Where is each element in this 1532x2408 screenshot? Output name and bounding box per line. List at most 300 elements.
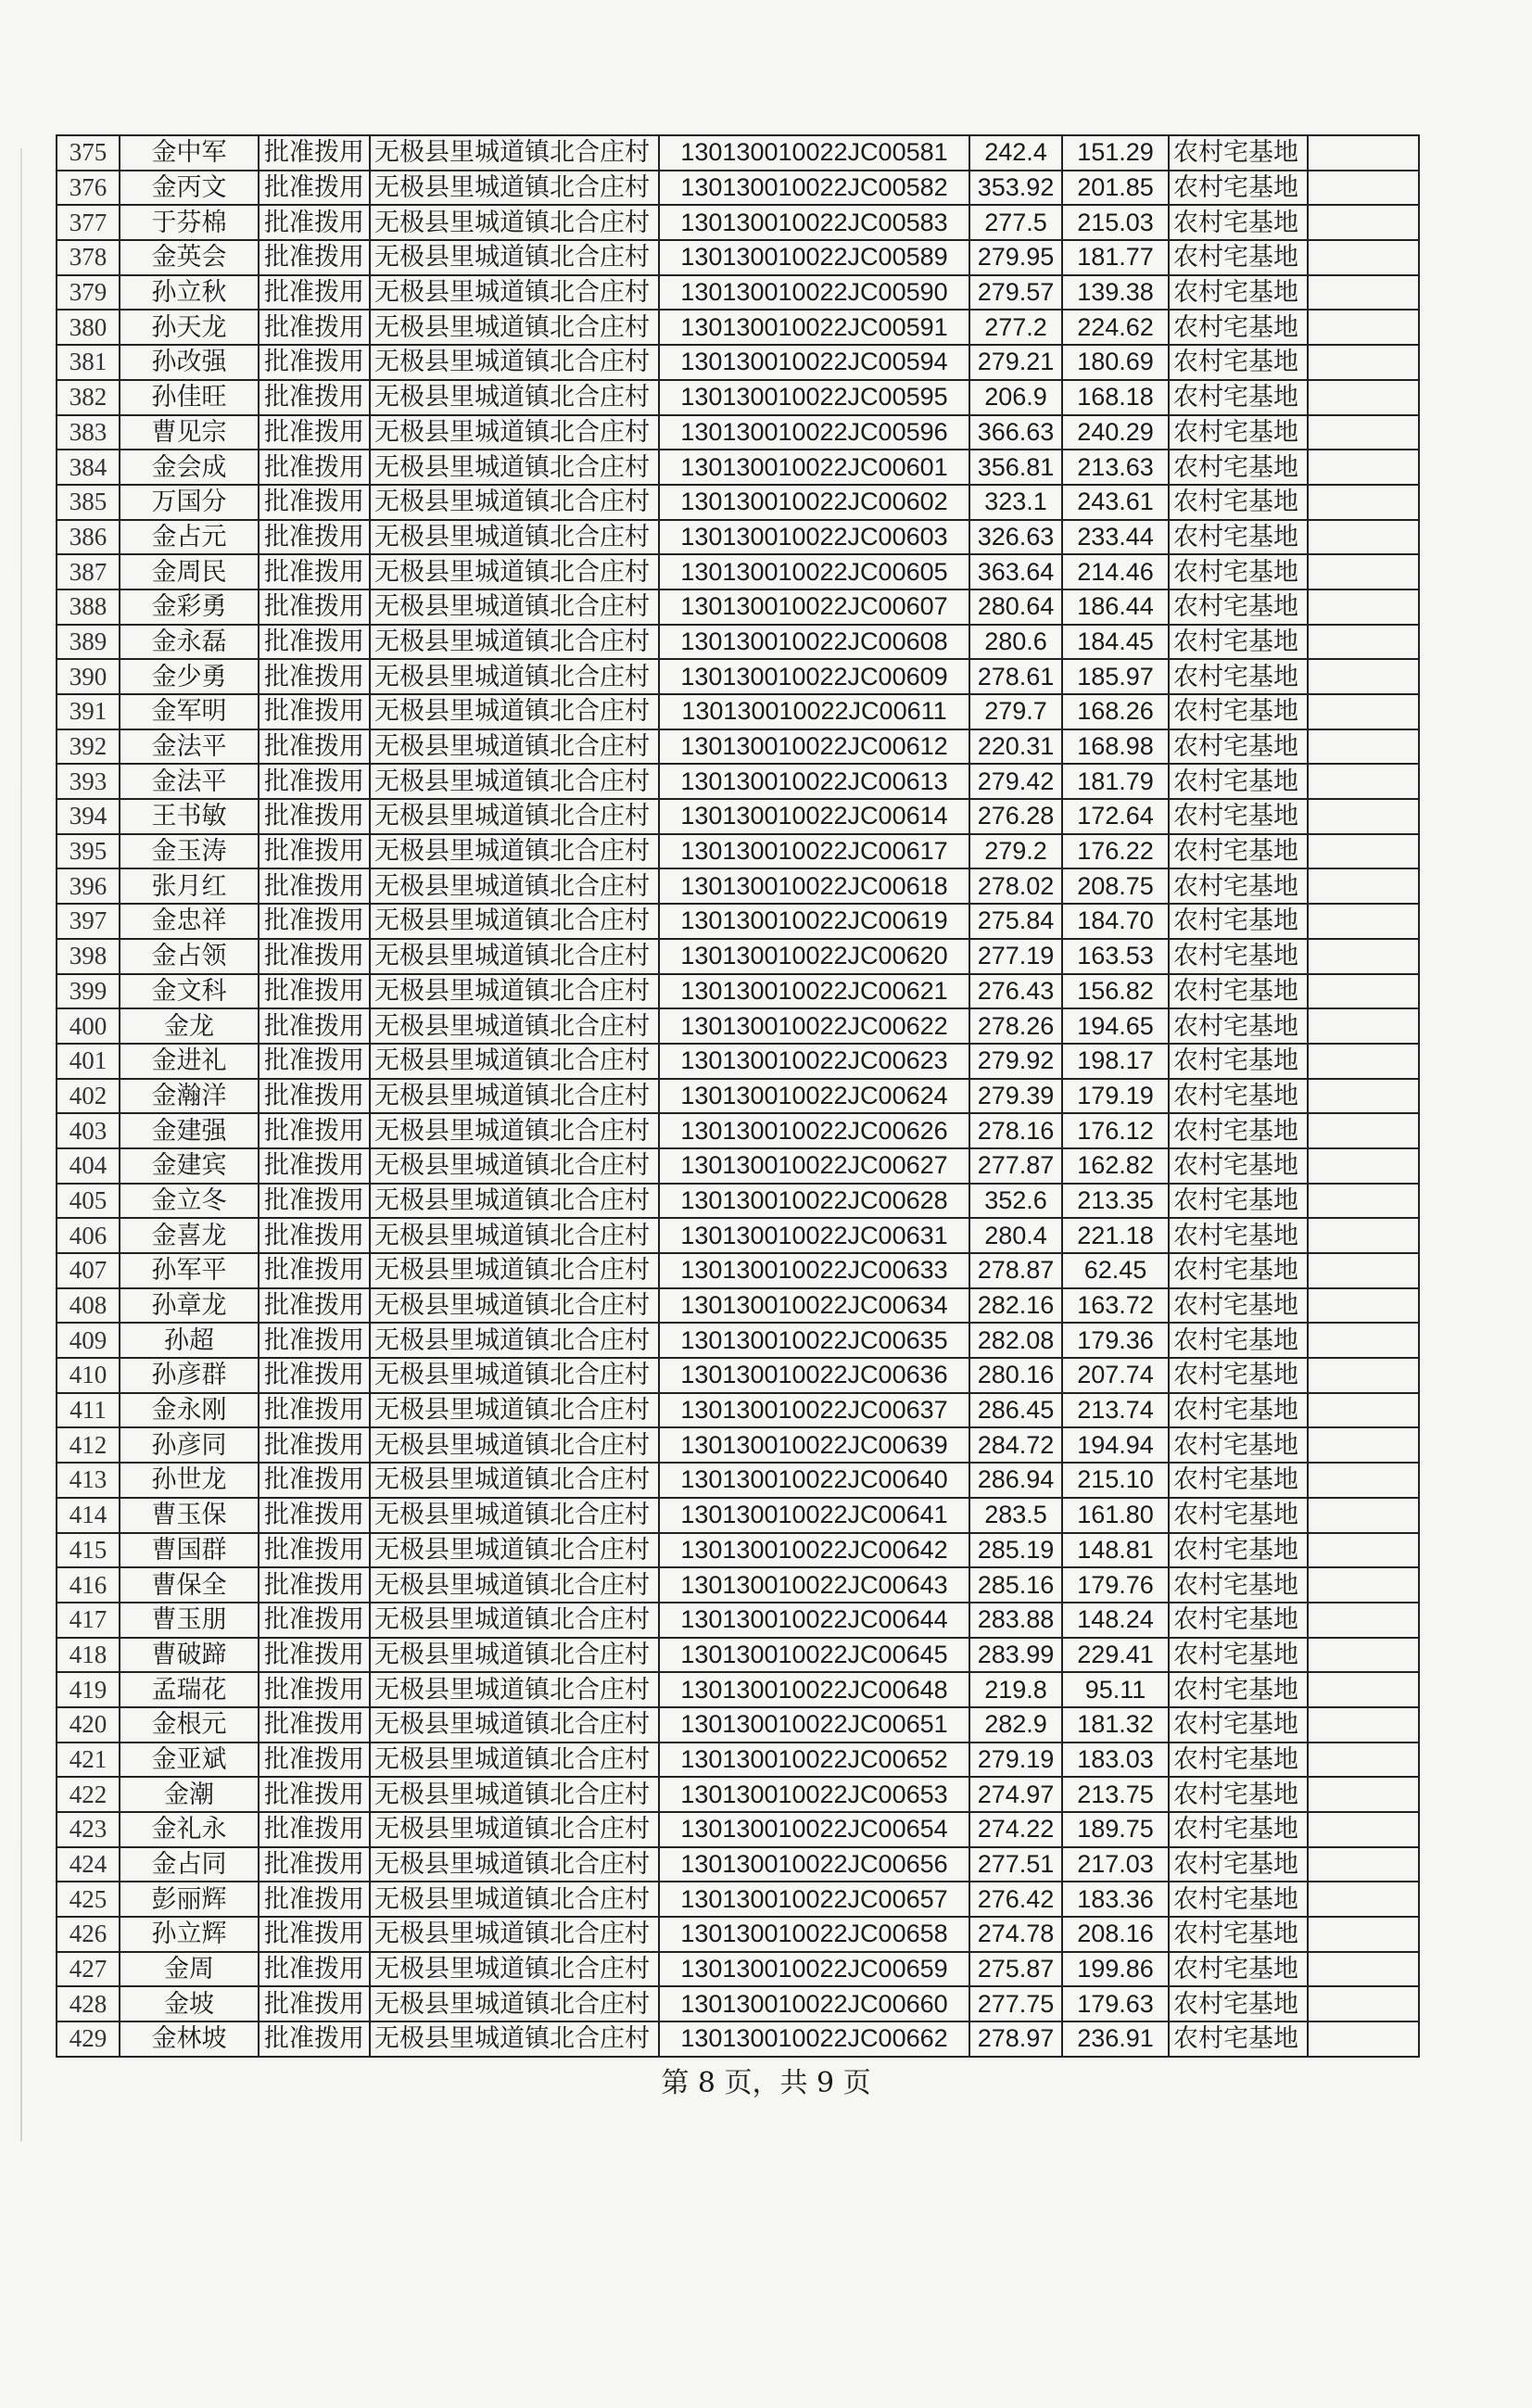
cell-location: 无极县里城道镇北合庄村 [370,1498,659,1533]
cell-holder-name: 孙世龙 [120,1463,259,1498]
table-row [57,1812,1419,1847]
cell-holder-name: 王书敏 [120,799,259,834]
cell-parcel-area: 352.6 [969,1184,1062,1219]
cell-building-area: 179.76 [1062,1567,1169,1603]
cell-building-area: 183.03 [1062,1743,1169,1778]
cell-building-area: 201.85 [1062,171,1169,206]
cell-location: 无极县里城道镇北合庄村 [370,310,659,345]
cell-row-number: 407 [57,1253,120,1288]
cell-row-number: 382 [57,380,120,415]
cell-land-use: 农村宅基地 [1169,450,1308,485]
cell-building-area: 163.72 [1062,1288,1169,1324]
cell-parcel-area: 274.97 [969,1777,1062,1812]
cell-holder-name: 金英会 [120,240,259,275]
cell-parcel-code: 130130010022JC00608 [659,625,969,660]
table-body [57,135,1419,2057]
cell-parcel-code: 130130010022JC00601 [659,450,969,485]
cell-row-number: 396 [57,868,120,904]
cell-blank [1308,485,1419,520]
table-row [57,868,1419,904]
cell-building-area: 236.91 [1062,2021,1169,2057]
cell-location: 无极县里城道镇北合庄村 [370,1008,659,1044]
cell-row-number: 429 [57,2021,120,2057]
cell-row-number: 403 [57,1113,120,1148]
table-row [57,1218,1419,1253]
cell-land-use: 农村宅基地 [1169,1603,1308,1638]
cell-land-use: 农村宅基地 [1169,240,1308,275]
cell-blank [1308,939,1419,974]
cell-acquisition-type: 批准拨用 [259,1882,370,1917]
cell-building-area: 168.26 [1062,694,1169,729]
cell-location: 无极县里城道镇北合庄村 [370,1812,659,1847]
cell-land-use: 农村宅基地 [1169,485,1308,520]
cell-row-number: 424 [57,1847,120,1882]
cell-blank [1308,1148,1419,1184]
cell-acquisition-type: 批准拨用 [259,1638,370,1673]
cell-location: 无极县里城道镇北合庄村 [370,1253,659,1288]
cell-location: 无极县里城道镇北合庄村 [370,1743,659,1778]
cell-blank [1308,904,1419,939]
cell-parcel-area: 278.97 [969,2021,1062,2057]
cell-parcel-area: 284.72 [969,1427,1062,1463]
table-row [57,1113,1419,1148]
cell-land-use: 农村宅基地 [1169,1008,1308,1044]
cell-parcel-code: 130130010022JC00602 [659,485,969,520]
cell-building-area: 189.75 [1062,1812,1169,1847]
cell-holder-name: 金永磊 [120,625,259,660]
cell-acquisition-type: 批准拨用 [259,1917,370,1952]
cell-blank [1308,1079,1419,1114]
cell-parcel-code: 130130010022JC00624 [659,1079,969,1114]
cell-holder-name: 万国分 [120,485,259,520]
table-row [57,1638,1419,1673]
table-row [57,205,1419,240]
cell-location: 无极县里城道镇北合庄村 [370,1917,659,1952]
cell-land-use: 农村宅基地 [1169,1986,1308,2021]
cell-land-use: 农村宅基地 [1169,1498,1308,1533]
cell-acquisition-type: 批准拨用 [259,1567,370,1603]
cell-holder-name: 孙彦同 [120,1427,259,1463]
cell-parcel-area: 282.08 [969,1323,1062,1358]
cell-acquisition-type: 批准拨用 [259,1603,370,1638]
cell-blank [1308,1952,1419,1987]
cell-row-number: 425 [57,1882,120,1917]
cell-parcel-code: 130130010022JC00618 [659,868,969,904]
cell-holder-name: 曹玉保 [120,1498,259,1533]
cell-holder-name: 金立冬 [120,1184,259,1219]
cell-parcel-code: 130130010022JC00613 [659,764,969,799]
cell-land-use: 农村宅基地 [1169,520,1308,555]
cell-parcel-area: 274.78 [969,1917,1062,1952]
cell-land-use: 农村宅基地 [1169,380,1308,415]
cell-parcel-area: 278.26 [969,1008,1062,1044]
cell-row-number: 394 [57,799,120,834]
cell-building-area: 168.18 [1062,380,1169,415]
table-row [57,1917,1419,1952]
table-row [57,625,1419,660]
cell-parcel-area: 366.63 [969,415,1062,450]
cell-location: 无极县里城道镇北合庄村 [370,729,659,765]
table-row [57,1882,1419,1917]
cell-location: 无极县里城道镇北合庄村 [370,1184,659,1219]
cell-blank [1308,1567,1419,1603]
cell-acquisition-type: 批准拨用 [259,520,370,555]
cell-holder-name: 金法平 [120,729,259,765]
cell-building-area: 217.03 [1062,1847,1169,1882]
table-row [57,1986,1419,2021]
cell-acquisition-type: 批准拨用 [259,1672,370,1707]
table-row [57,1427,1419,1463]
cell-location: 无极县里城道镇北合庄村 [370,205,659,240]
cell-land-use: 农村宅基地 [1169,1218,1308,1253]
cell-parcel-area: 219.8 [969,1672,1062,1707]
cell-parcel-area: 282.16 [969,1288,1062,1324]
table-row [57,1393,1419,1428]
cell-acquisition-type: 批准拨用 [259,2021,370,2057]
cell-holder-name: 金亚斌 [120,1743,259,1778]
table-row [57,1463,1419,1498]
table-row [57,1743,1419,1778]
cell-location: 无极县里城道镇北合庄村 [370,1672,659,1707]
cell-acquisition-type: 批准拨用 [259,1498,370,1533]
cell-land-use: 农村宅基地 [1169,1148,1308,1184]
cell-holder-name: 金周民 [120,554,259,589]
cell-row-number: 383 [57,415,120,450]
cell-row-number: 402 [57,1079,120,1114]
cell-parcel-code: 130130010022JC00645 [659,1638,969,1673]
cell-row-number: 399 [57,974,120,1009]
cell-acquisition-type: 批准拨用 [259,974,370,1009]
cell-parcel-area: 220.31 [969,729,1062,765]
cell-holder-name: 金林坡 [120,2021,259,2057]
cell-acquisition-type: 批准拨用 [259,868,370,904]
cell-blank [1308,2021,1419,2057]
cell-location: 无极县里城道镇北合庄村 [370,2021,659,2057]
cell-row-number: 385 [57,485,120,520]
cell-location: 无极县里城道镇北合庄村 [370,764,659,799]
cell-parcel-code: 130130010022JC00621 [659,974,969,1009]
cell-building-area: 198.17 [1062,1044,1169,1079]
cell-parcel-area: 279.57 [969,275,1062,311]
cell-land-use: 农村宅基地 [1169,625,1308,660]
cell-parcel-area: 282.9 [969,1707,1062,1743]
cell-acquisition-type: 批准拨用 [259,485,370,520]
cell-blank [1308,1323,1419,1358]
cell-land-use: 农村宅基地 [1169,1812,1308,1847]
cell-building-area: 233.44 [1062,520,1169,555]
cell-building-area: 208.75 [1062,868,1169,904]
cell-building-area: 213.63 [1062,450,1169,485]
cell-parcel-code: 130130010022JC00623 [659,1044,969,1079]
cell-row-number: 388 [57,589,120,625]
cell-row-number: 426 [57,1917,120,1952]
cell-parcel-code: 130130010022JC00620 [659,939,969,974]
cell-acquisition-type: 批准拨用 [259,1113,370,1148]
table-row [57,310,1419,345]
cell-acquisition-type: 批准拨用 [259,1323,370,1358]
cell-parcel-area: 278.02 [969,868,1062,904]
cell-holder-name: 曹国群 [120,1533,259,1568]
cell-parcel-code: 130130010022JC00619 [659,904,969,939]
cell-blank [1308,275,1419,311]
cell-parcel-code: 130130010022JC00660 [659,1986,969,2021]
table-row [57,834,1419,869]
table-row [57,1707,1419,1743]
cell-parcel-area: 279.2 [969,834,1062,869]
table-row [57,1498,1419,1533]
cell-row-number: 415 [57,1533,120,1568]
cell-location: 无极县里城道镇北合庄村 [370,1986,659,2021]
table-row [57,589,1419,625]
cell-land-use: 农村宅基地 [1169,834,1308,869]
cell-location: 无极县里城道镇北合庄村 [370,694,659,729]
cell-land-use: 农村宅基地 [1169,1777,1308,1812]
cell-land-use: 农村宅基地 [1169,1533,1308,1568]
cell-row-number: 406 [57,1218,120,1253]
cell-blank [1308,205,1419,240]
cell-holder-name: 孙改强 [120,345,259,380]
cell-location: 无极县里城道镇北合庄村 [370,554,659,589]
table-row [57,2021,1419,2057]
cell-land-use: 农村宅基地 [1169,589,1308,625]
cell-blank [1308,1253,1419,1288]
table-row [57,415,1419,450]
cell-blank [1308,1113,1419,1148]
cell-parcel-code: 130130010022JC00644 [659,1603,969,1638]
cell-holder-name: 金丙文 [120,171,259,206]
cell-row-number: 392 [57,729,120,765]
cell-row-number: 404 [57,1148,120,1184]
cell-parcel-code: 130130010022JC00603 [659,520,969,555]
cell-location: 无极县里城道镇北合庄村 [370,1358,659,1393]
cell-holder-name: 金建宾 [120,1148,259,1184]
cell-holder-name: 金喜龙 [120,1218,259,1253]
cell-blank [1308,1672,1419,1707]
cell-acquisition-type: 批准拨用 [259,625,370,660]
cell-blank [1308,1427,1419,1463]
cell-row-number: 413 [57,1463,120,1498]
cell-land-use: 农村宅基地 [1169,974,1308,1009]
table-row [57,520,1419,555]
cell-land-use: 农村宅基地 [1169,1882,1308,1917]
cell-acquisition-type: 批准拨用 [259,1777,370,1812]
cell-location: 无极县里城道镇北合庄村 [370,380,659,415]
cell-parcel-code: 130130010022JC00657 [659,1882,969,1917]
cell-location: 无极县里城道镇北合庄村 [370,939,659,974]
cell-parcel-area: 279.42 [969,764,1062,799]
cell-blank [1308,310,1419,345]
table-row [57,1567,1419,1603]
cell-building-area: 151.29 [1062,135,1169,171]
cell-land-use: 农村宅基地 [1169,1079,1308,1114]
table-row [57,1253,1419,1288]
cell-holder-name: 金占元 [120,520,259,555]
cell-land-use: 农村宅基地 [1169,1672,1308,1707]
cell-row-number: 387 [57,554,120,589]
cell-location: 无极县里城道镇北合庄村 [370,834,659,869]
cell-acquisition-type: 批准拨用 [259,904,370,939]
cell-land-use: 农村宅基地 [1169,1358,1308,1393]
cell-building-area: 148.24 [1062,1603,1169,1638]
cell-holder-name: 金瀚洋 [120,1079,259,1114]
table-row [57,939,1419,974]
cell-parcel-code: 130130010022JC00583 [659,205,969,240]
cell-land-use: 农村宅基地 [1169,1847,1308,1882]
cell-parcel-code: 130130010022JC00617 [659,834,969,869]
cell-blank [1308,764,1419,799]
cell-building-area: 213.74 [1062,1393,1169,1428]
cell-building-area: 179.63 [1062,1986,1169,2021]
cell-holder-name: 金龙 [120,1008,259,1044]
cell-parcel-area: 279.39 [969,1079,1062,1114]
cell-parcel-code: 130130010022JC00595 [659,380,969,415]
cell-location: 无极县里城道镇北合庄村 [370,1113,659,1148]
table-row [57,1952,1419,1987]
cell-acquisition-type: 批准拨用 [259,380,370,415]
cell-parcel-area: 276.42 [969,1882,1062,1917]
cell-acquisition-type: 批准拨用 [259,1218,370,1253]
cell-holder-name: 金进礼 [120,1044,259,1079]
cell-holder-name: 金占同 [120,1847,259,1882]
cell-building-area: 221.18 [1062,1218,1169,1253]
cell-location: 无极县里城道镇北合庄村 [370,485,659,520]
cell-parcel-area: 275.84 [969,904,1062,939]
cell-blank [1308,1777,1419,1812]
cell-blank [1308,1707,1419,1743]
cell-holder-name: 金周 [120,1952,259,1987]
table-row [57,694,1419,729]
cell-location: 无极县里城道镇北合庄村 [370,1079,659,1114]
cell-holder-name: 于芬棉 [120,205,259,240]
cell-parcel-code: 130130010022JC00594 [659,345,969,380]
cell-row-number: 408 [57,1288,120,1324]
cell-holder-name: 孙立辉 [120,1917,259,1952]
table-row [57,1148,1419,1184]
table-row [57,974,1419,1009]
table-row [57,345,1419,380]
cell-building-area: 172.64 [1062,799,1169,834]
cell-parcel-area: 274.22 [969,1812,1062,1847]
table-row [57,904,1419,939]
cell-building-area: 214.46 [1062,554,1169,589]
cell-parcel-code: 130130010022JC00611 [659,694,969,729]
cell-building-area: 229.41 [1062,1638,1169,1673]
cell-location: 无极县里城道镇北合庄村 [370,1952,659,1987]
cell-acquisition-type: 批准拨用 [259,345,370,380]
cell-parcel-area: 278.87 [969,1253,1062,1288]
cell-parcel-area: 277.51 [969,1847,1062,1882]
cell-land-use: 农村宅基地 [1169,1567,1308,1603]
land-register-table [56,134,1420,2058]
cell-location: 无极县里城道镇北合庄村 [370,520,659,555]
cell-blank [1308,1917,1419,1952]
cell-holder-name: 金永刚 [120,1393,259,1428]
cell-acquisition-type: 批准拨用 [259,275,370,311]
cell-acquisition-type: 批准拨用 [259,694,370,729]
cell-location: 无极县里城道镇北合庄村 [370,1323,659,1358]
cell-acquisition-type: 批准拨用 [259,1463,370,1498]
cell-blank [1308,1603,1419,1638]
cell-location: 无极县里城道镇北合庄村 [370,1603,659,1638]
cell-parcel-area: 277.19 [969,939,1062,974]
cell-location: 无极县里城道镇北合庄村 [370,1393,659,1428]
cell-land-use: 农村宅基地 [1169,799,1308,834]
cell-land-use: 农村宅基地 [1169,694,1308,729]
cell-location: 无极县里城道镇北合庄村 [370,904,659,939]
cell-location: 无极县里城道镇北合庄村 [370,1148,659,1184]
table-row [57,135,1419,171]
cell-blank [1308,1882,1419,1917]
cell-holder-name: 孙章龙 [120,1288,259,1324]
cell-blank [1308,799,1419,834]
cell-blank [1308,589,1419,625]
cell-parcel-code: 130130010022JC00640 [659,1463,969,1498]
cell-building-area: 213.75 [1062,1777,1169,1812]
table-row [57,1603,1419,1638]
cell-building-area: 161.80 [1062,1498,1169,1533]
cell-parcel-code: 130130010022JC00627 [659,1148,969,1184]
cell-building-area: 243.61 [1062,485,1169,520]
cell-parcel-code: 130130010022JC00648 [659,1672,969,1707]
cell-acquisition-type: 批准拨用 [259,729,370,765]
cell-blank [1308,380,1419,415]
cell-parcel-area: 286.94 [969,1463,1062,1498]
cell-location: 无极县里城道镇北合庄村 [370,1463,659,1498]
cell-acquisition-type: 批准拨用 [259,1743,370,1778]
cell-building-area: 156.82 [1062,974,1169,1009]
cell-parcel-area: 242.4 [969,135,1062,171]
cell-blank [1308,1008,1419,1044]
cell-parcel-code: 130130010022JC00635 [659,1323,969,1358]
cell-blank [1308,974,1419,1009]
cell-building-area: 179.19 [1062,1079,1169,1114]
cell-holder-name: 孙超 [120,1323,259,1358]
cell-parcel-area: 283.99 [969,1638,1062,1673]
cell-parcel-code: 130130010022JC00591 [659,310,969,345]
cell-acquisition-type: 批准拨用 [259,310,370,345]
cell-parcel-code: 130130010022JC00653 [659,1777,969,1812]
cell-row-number: 376 [57,171,120,206]
cell-row-number: 377 [57,205,120,240]
cell-parcel-area: 280.4 [969,1218,1062,1253]
cell-row-number: 428 [57,1986,120,2021]
cell-parcel-area: 323.1 [969,485,1062,520]
cell-land-use: 农村宅基地 [1169,1184,1308,1219]
cell-blank [1308,1358,1419,1393]
cell-row-number: 375 [57,135,120,171]
table-row [57,240,1419,275]
cell-building-area: 194.94 [1062,1427,1169,1463]
cell-building-area: 186.44 [1062,589,1169,625]
cell-land-use: 农村宅基地 [1169,1427,1308,1463]
cell-acquisition-type: 批准拨用 [259,1044,370,1079]
cell-location: 无极县里城道镇北合庄村 [370,1707,659,1743]
cell-acquisition-type: 批准拨用 [259,799,370,834]
cell-row-number: 395 [57,834,120,869]
cell-parcel-code: 130130010022JC00639 [659,1427,969,1463]
cell-acquisition-type: 批准拨用 [259,1847,370,1882]
cell-location: 无极县里城道镇北合庄村 [370,974,659,1009]
cell-blank [1308,1044,1419,1079]
cell-location: 无极县里城道镇北合庄村 [370,1044,659,1079]
cell-blank [1308,1847,1419,1882]
cell-row-number: 422 [57,1777,120,1812]
cell-row-number: 381 [57,345,120,380]
cell-parcel-code: 130130010022JC00652 [659,1743,969,1778]
cell-acquisition-type: 批准拨用 [259,135,370,171]
cell-land-use: 农村宅基地 [1169,1393,1308,1428]
cell-holder-name: 金建强 [120,1113,259,1148]
